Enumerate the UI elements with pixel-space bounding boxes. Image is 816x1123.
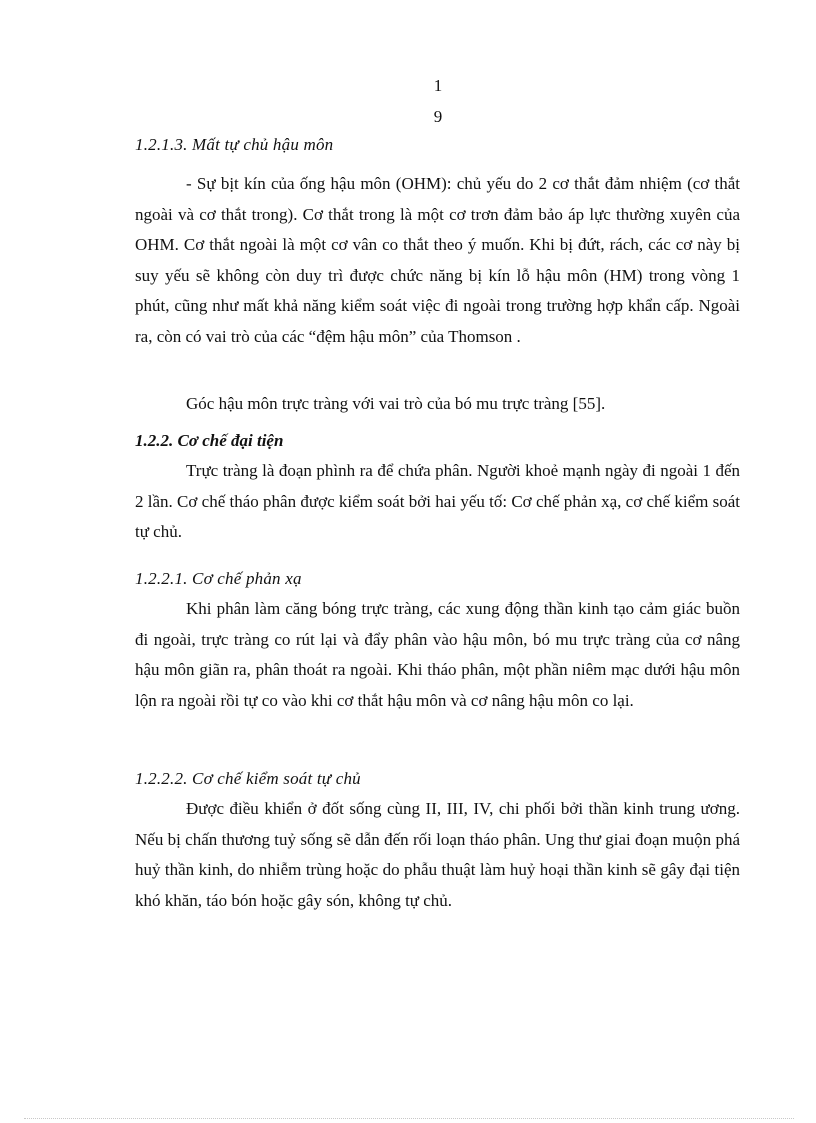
paragraph-anorectal-angle: Góc hậu môn trực tràng với vai trò của bó mu trực tràng [55]. [186,394,606,413]
heading-1-2-2-2: 1.2.2.2. Cơ chế kiểm soát tự chủ [135,769,361,788]
page-number-line-2: 9 [433,107,443,126]
page-bottom-divider [24,1118,794,1119]
paragraph-voluntary-control: Được điều khiển ở đốt sống cùng II, III, IV, chi phối bởi thần kinh trung ương. Nếu bị chấn thương tuỷ sống sẽ dẫn đến rối loạn tháo phân. Ung thư giai đoạn muộn phá huỷ thần kinh, do nhiễm trùng hoặc do phẫu thuật làm huỷ hoại thần kinh sẽ gây đại tiện khó khăn, táo bón hoặc gây són, không tự chủ. [135,799,740,910]
paragraph-anal-closure: - Sự bịt kín của ống hậu môn (OHM): chủ yếu do 2 cơ thắt đảm nhiệm (cơ thắt ngoài và cơ thắt trong). Cơ thắt trong là một cơ trơn đảm bảo áp lực thường xuyên của OHM. Cơ thắt ngoài là một cơ vân co thắt theo ý muốn. Khi bị đứt, rách, các cơ này bị suy yếu sẽ không còn duy trì được chức năng bị kín lỗ hậu môn (HM) trong vòng 1 phút, cũng như mất khả năng kiểm soát việc đi ngoài trong trường hợp khẩn cấp. Ngoài ra, còn có vai trò của các “đệm hậu môn” của Thomson . [135,174,740,346]
page-number-line-1: 1 [433,76,443,95]
paragraph-reflex-mechanism: Khi phân làm căng bóng trực tràng, các xung động thần kinh tạo cảm giác buồn đi ngoài, trực tràng co rút lại và đẩy phân vào hậu môn, bó mu trực tràng của cơ nâng hậu môn giãn ra, phân thoát ra ngoài. Khi tháo phân, một phần niêm mạc dưới hậu môn lộn ra ngoài rồi tự co vào khi cơ thắt hậu môn và cơ nâng hậu môn co lại. [135,599,740,710]
heading-1-2-2-1: 1.2.2.1. Cơ chế phản xạ [135,569,302,588]
heading-1-2-1-3: 1.2.1.3. Mất tự chủ hậu môn [135,135,334,154]
paragraph-defecation-mechanism: Trực tràng là đoạn phình ra để chứa phân. Người khoẻ mạnh ngày đi ngoài 1 đến 2 lần. Cơ chế tháo phân được kiểm soát bởi hai yếu tố: Cơ chế phản xạ, cơ chế kiểm soát tự chủ. [135,461,740,541]
heading-1-2-2: 1.2.2. Cơ chế đại tiện [135,431,284,450]
